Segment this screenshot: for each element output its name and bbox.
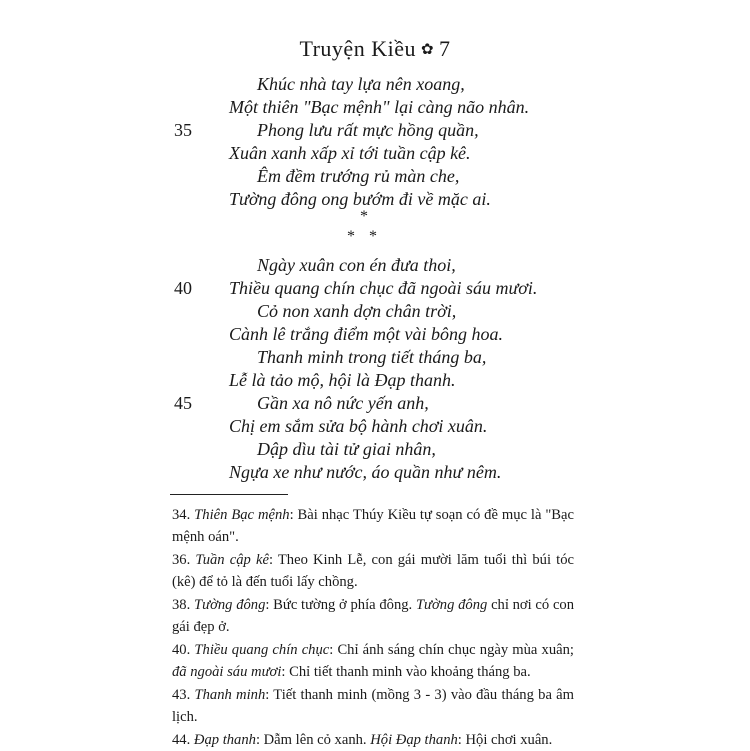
- poem-line: Một thiên "Bạc mệnh" lại càng não nhân.: [229, 97, 530, 117]
- footnote: [172, 594, 574, 638]
- footnote-text: : Theo Kinh Lễ, con gái mười lăm tuổi thì búi tóc (kê) để tỏ là đến tuổi lấy chồng.: [172, 552, 574, 590]
- footnote-number: 36.: [172, 552, 191, 568]
- running-header: [0, 36, 750, 62]
- footnote-number: 44.: [172, 732, 191, 748]
- line-number-45: 45: [174, 393, 192, 413]
- footnote-text: : Hội chơi xuân.: [457, 732, 553, 748]
- footnote-text: : Chỉ ánh sáng chín chục ngày mùa xuân;: [329, 642, 574, 658]
- footnote-divider: [170, 494, 288, 495]
- section-separator-star: *: [369, 228, 377, 245]
- footnote-text: : Dẫm lên cỏ xanh.: [255, 732, 371, 748]
- poem-line: Êm đềm trướng rủ màn che,: [257, 166, 460, 186]
- flower-ornament-icon: ✿: [420, 42, 435, 58]
- footnote-text: : Bức tường ở phía đông.: [265, 597, 416, 613]
- footnote-term: Thiều quang chín chục: [194, 642, 330, 658]
- poem-line: Ngựa xe như nước, áo quần như nêm.: [229, 462, 502, 482]
- footnote: [172, 639, 574, 683]
- footnote-number: 40.: [172, 642, 191, 658]
- footnote: [172, 549, 574, 593]
- poem-line: Cỏ non xanh dợn chân trời,: [257, 301, 457, 321]
- poem-line: Lễ là tảo mộ, hội là Đạp thanh.: [229, 370, 456, 390]
- footnote-term: Thanh minh: [194, 687, 266, 703]
- footnote-text: : Bài nhạc Thúy Kiều tự soạn có đề mục là "Bạc mệnh oán".: [172, 507, 574, 545]
- poem-line: Tường đông ong bướm đi về mặc ai.: [229, 189, 491, 209]
- footnote: [172, 684, 574, 728]
- footnote-term: Đạp thanh: [193, 732, 256, 748]
- line-number-40: 40: [174, 278, 192, 298]
- footnotes: [172, 504, 574, 751]
- poem-line: Ngày xuân con én đưa thoi,: [257, 255, 456, 275]
- footnote-number: 34.: [172, 507, 191, 523]
- page-number: 7: [439, 36, 451, 61]
- poem-line: Thiều quang chín chục đã ngoài sáu mươi.: [229, 278, 538, 298]
- footnote-term: Tường đông: [415, 597, 488, 613]
- section-separator-star: *: [347, 228, 355, 245]
- poem-line: Khúc nhà tay lựa nên xoang,: [257, 74, 465, 94]
- poem-line: Cành lê trắng điểm một vài bông hoa.: [229, 324, 503, 344]
- poem-line: Dập dìu tài tử giai nhân,: [257, 439, 436, 459]
- footnote-term: Tường đông: [194, 597, 266, 613]
- section-separator-star: *: [360, 208, 368, 225]
- footnote-term: Tuần cập kê: [195, 552, 269, 568]
- footnote: [172, 504, 574, 548]
- poem-line: Chị em sắm sửa bộ hành chơi xuân.: [229, 416, 488, 436]
- poem-line: Xuân xanh xấp xỉ tới tuần cập kê.: [229, 143, 471, 163]
- line-number-35: 35: [174, 120, 192, 140]
- poem-line: Thanh minh trong tiết tháng ba,: [257, 347, 487, 367]
- footnote: [172, 729, 574, 751]
- poem-line: Gần xa nô nức yến anh,: [257, 393, 429, 413]
- footnote-term: Hội Đạp thanh: [370, 732, 458, 748]
- footnote-text: : Tiết thanh minh (mồng 3 - 3) vào đầu tháng ba âm lịch.: [172, 687, 574, 725]
- poem-line: Phong lưu rất mực hồng quần,: [257, 120, 479, 140]
- footnote-term: đã ngoài sáu mươi: [172, 664, 282, 680]
- footnote-text: : Chỉ tiết thanh minh vào khoảng tháng ba.: [281, 664, 531, 680]
- book-title: Truyện Kiều: [299, 36, 416, 61]
- footnote-number: 43.: [172, 687, 191, 703]
- footnote-text: chỉ nơi có con gái đẹp ở.: [172, 597, 575, 635]
- footnote-term: Thiên Bạc mệnh: [194, 507, 290, 523]
- footnote-number: 38.: [172, 597, 191, 613]
